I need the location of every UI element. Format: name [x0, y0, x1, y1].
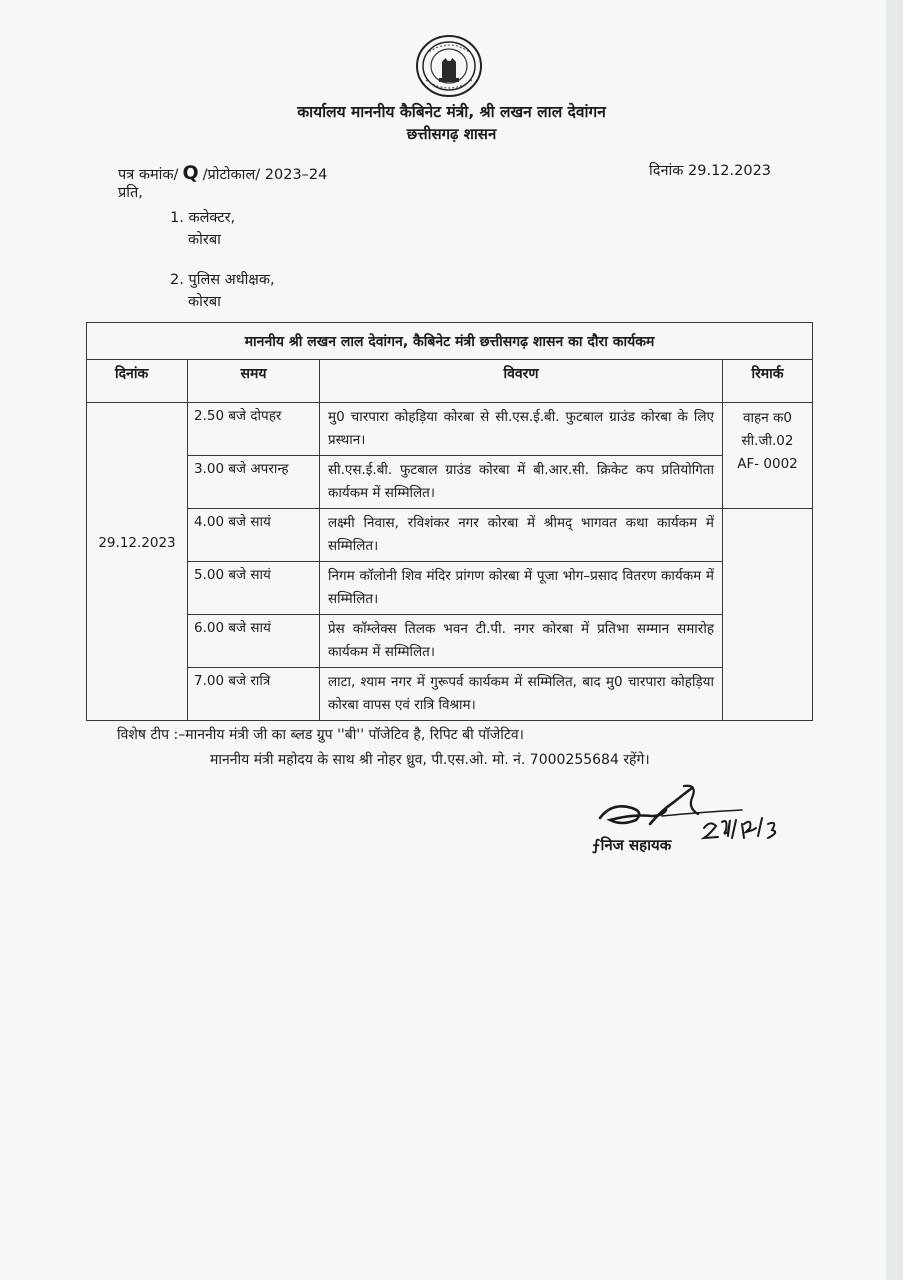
remark-line-2: सी.जी.02: [741, 433, 794, 449]
time-cell: 2.50 बजे दोपहर: [188, 403, 320, 456]
table-row: [87, 668, 813, 721]
time-cell: 7.00 बजे रात्रि: [188, 668, 320, 721]
col-header-time: समय: [188, 360, 320, 403]
table-row: [87, 456, 813, 509]
to-label: प्रति,: [118, 185, 143, 201]
special-note-line-2: माननीय मंत्री महोदय के साथ श्री नोहर ध्रुव, पी.एस.ओ. मो. नं. 7000255684 रहेंगे।: [210, 752, 650, 768]
page-edge: [886, 0, 903, 1280]
table-row: [87, 509, 813, 562]
col-header-date: दिनांक: [87, 360, 188, 403]
time-cell: 5.00 बजे सायं: [188, 562, 320, 615]
table-row: [87, 403, 813, 456]
recipient-1-place: कोरबा: [188, 232, 221, 248]
remark-cell: [723, 403, 813, 509]
recipient-2: 2. पुलिस अधीक्षक,: [170, 272, 275, 288]
remark-line-3: AF- 0002: [737, 456, 798, 472]
time-cell: 3.00 बजे अपरान्ह: [188, 456, 320, 509]
signatory-title: ⨍निज सहायक: [592, 836, 672, 854]
table-row: [87, 615, 813, 668]
ref-number: Q: [182, 162, 199, 184]
state-emblem-icon: [414, 34, 484, 98]
detail-cell: मु0 चारपारा कोहड़िया कोरबा से सी.एस.ई.बी. फुटबाल ग्राउंड कोरबा के लिए प्रस्थान।: [320, 403, 723, 456]
table-title: माननीय श्री लखन लाल देवांगन, कैबिनेट मंत्री छत्तीसगढ़ शासन का दौरा कार्यकम: [87, 323, 813, 360]
remark-empty-cell: [723, 509, 813, 721]
col-header-remark: रिमार्क: [723, 360, 813, 403]
detail-cell: प्रेस कॉम्लेक्स तिलक भवन टी.पी. नगर कोरबा में प्रतिभा सम्मान समारोह कार्यकम में सम्मिलित।: [320, 615, 723, 668]
detail-cell: निगम कॉलोनी शिव मंदिर प्रांगण कोरबा में पूजा भोग–प्रसाद वितरण कार्यकम में सम्मिलित।: [320, 562, 723, 615]
detail-cell: सी.एस.ई.बी. फुटबाल ग्राउंड कोरबा में बी.आर.सी. क्रिकेट कप प्रतियोगिता कार्यकम में सम्मिलित।: [320, 456, 723, 509]
tour-programme-table: [86, 322, 813, 721]
time-cell: 4.00 बजे सायं: [188, 509, 320, 562]
ref-prefix: पत्र कमांक/: [118, 167, 179, 183]
detail-cell: लक्ष्मी निवास, रविशंकर नगर कोरबा में श्रीमद् भागवत कथा कार्यकम में सम्मिलित।: [320, 509, 723, 562]
special-note-line-1: विशेष टीप :–माननीय मंत्री जी का ब्लड ग्रुप ''बी'' पॉजेटिव है, रिपिट बी पॉजेटिव।: [117, 727, 524, 743]
govt-heading: छत्तीसगढ़ शासन: [406, 125, 497, 143]
detail-cell: लाटा, श्याम नगर में गुरूपर्व कार्यकम में सम्मिलित, बाद मु0 चारपारा कोहड़िया कोरबा वापस एवं रात्रि विश्राम।: [320, 668, 723, 721]
time-cell: 6.00 बजे सायं: [188, 615, 320, 668]
table-row: [87, 562, 813, 615]
col-header-detail: विवरण: [320, 360, 723, 403]
recipient-1: 1. कलेक्टर,: [170, 210, 236, 226]
remark-line-1: वाहन क0: [743, 410, 792, 426]
reference-number: [118, 162, 327, 184]
date-cell: 29.12.2023: [87, 403, 188, 721]
office-heading: कार्यालय माननीय कैबिनेट मंत्री, श्री लखन लाल देवांगन: [297, 103, 606, 121]
ref-suffix: /प्रोटोकाल/ 2023–24: [202, 167, 328, 183]
letter-date: दिनांक 29.12.2023: [649, 163, 772, 179]
recipient-2-place: कोरबा: [188, 294, 221, 310]
